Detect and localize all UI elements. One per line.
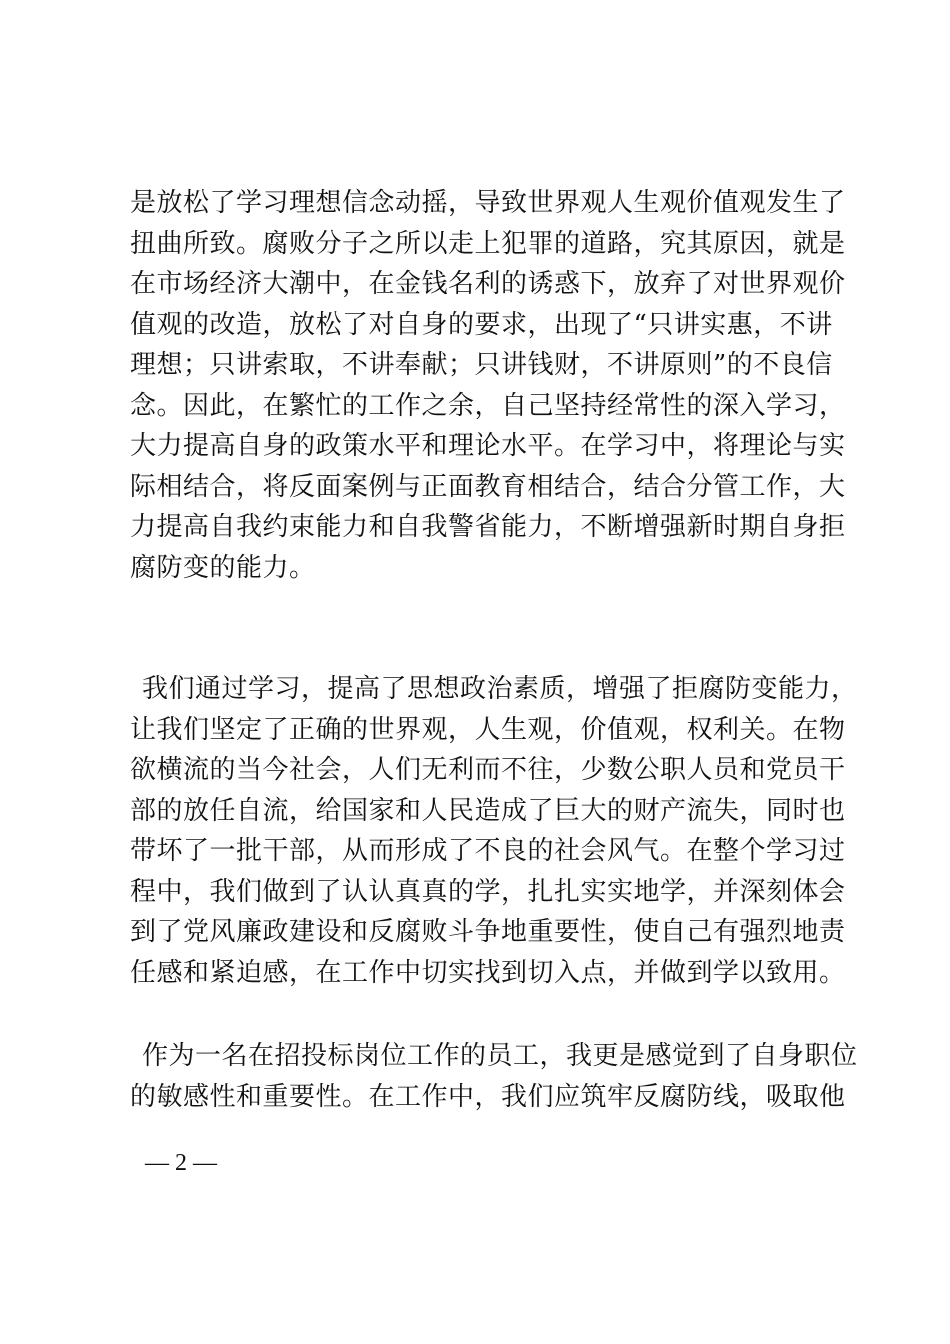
text-line: 让我们坚定了正确的世界观，人生观，价值观，权利关。在物: [130, 714, 846, 745]
text-line: 力提高自我约束能力和自我警省能力，不断增强新时期自身拒: [130, 512, 846, 542]
paragraph-2: [130, 669, 858, 993]
text-line: 带坏了一批干部，从而形成了不良的社会风气。在整个学习过: [130, 836, 846, 866]
text-line: 扭曲所致。腐败分子之所以走上犯罪的道路，究其原因，就是: [130, 228, 846, 259]
text-line: 大力提高自身的政策水平和理论水平。在学习中，将理论与实: [130, 431, 846, 461]
text-line: 是放松了学习理想信念动摇，导致世界观人生观价值观发生了: [130, 188, 846, 218]
page-number: — 2 —: [145, 1150, 217, 1176]
text-line: 部的放任自流，给国家和人民造成了巨大的财产流失，同时也: [130, 795, 846, 826]
text-line: 任感和紧迫感，在工作中切实找到切入点，并做到学以致用。: [130, 957, 846, 988]
text-line: 作为一名在招投标岗位工作的员工，我更是感觉到了自身职位: [142, 1041, 858, 1071]
text-line: 程中，我们做到了认认真真的学，扎扎实实地学，并深刻体会: [130, 876, 846, 907]
text-line: 的敏感性和重要性。在工作中，我们应筑牢反腐防线，吸取他: [130, 1081, 846, 1112]
text-line: 在市场经济大潮中，在金钱名利的诱惑下，放弃了对世界观价: [130, 269, 846, 299]
text-line: 际相结合，将反面案例与正面教育相结合，结合分管工作，大: [130, 471, 846, 502]
paragraph-1: [130, 183, 846, 588]
text-line: 欲横流的当今社会，人们无利而不往，少数公职人员和党员干: [130, 755, 846, 785]
text-line: 到了党风廉政建设和反腐败斗争地重要性，使自己有强烈地责: [130, 917, 846, 947]
text-line: 念。因此，在繁忙的工作之余，自己坚持经常性的深入学习，: [130, 390, 846, 421]
text-line: 腐防变的能力。: [130, 552, 316, 583]
text-line: 理想；只讲索取，不讲奉献；只讲钱财，不讲原则”的不良信: [130, 350, 833, 380]
text-line: 我们通过学习，提高了思想政治素质，增强了拒腐防变能力，: [142, 674, 858, 704]
text-line: 值观的改造，放松了对自身的要求，出现了“只讲实惠，不讲: [130, 309, 833, 340]
paragraph-3: [130, 1036, 858, 1117]
